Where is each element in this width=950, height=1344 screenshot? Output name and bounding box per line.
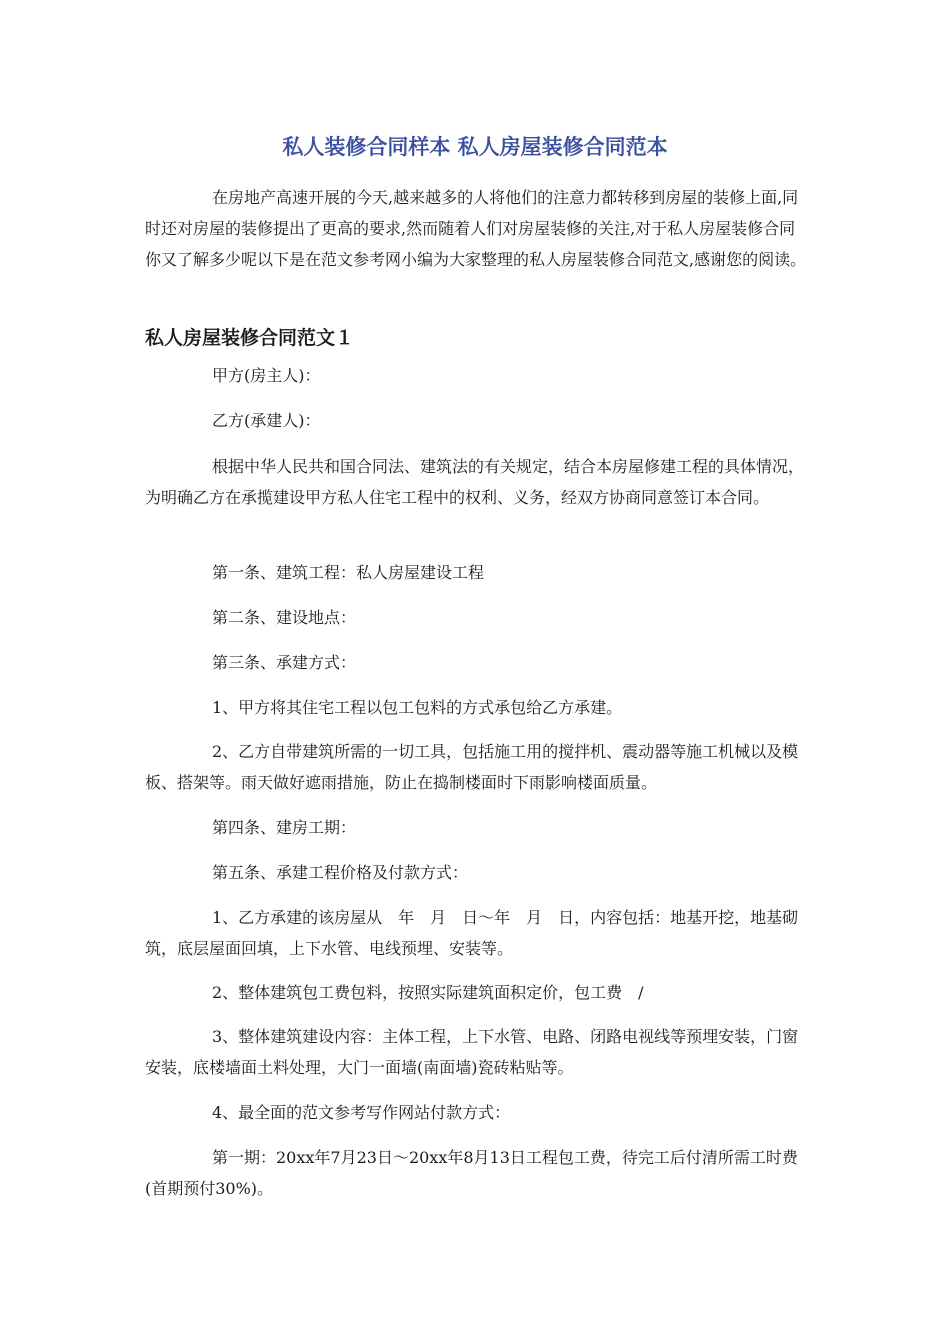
party-b-line: 乙方(承建人)： (212, 411, 321, 430)
document-title: 私人装修合同样本 私人房屋装修合同范本 (282, 134, 668, 159)
article-2: 第二条、建设地点： (212, 608, 357, 627)
article-3-item-1: 1、甲方将其住宅工程以包工包料的方式承包给乙方承建。 (212, 698, 623, 717)
article-3: 第三条、承建方式： (212, 653, 357, 672)
article-3-item-2: 2、乙方自带建筑所需的一切工具，包括施工用的搅拌机、震动器等施工机械以及模板、搭架等。雨天做好遮雨措施，防止在捣制楼面时下雨影响楼面质量。 (145, 742, 799, 792)
article-4: 第四条、建房工期： (212, 818, 357, 837)
article-5: 第五条、承建工程价格及付款方式： (212, 863, 469, 882)
article-5-item-2: 2、整体建筑包工费包料，按照实际建筑面积定价，包工费 / (212, 983, 644, 1002)
article-1: 第一条、建筑工程：私人房屋建设工程 (212, 563, 485, 582)
intro-paragraph: 在房地产高速开展的今天,越来越多的人将他们的注意力都转移到房屋的装修上面,同时还对房屋的装修提出了更高的要求,然而随着人们对房屋装修的关注,对于私人房屋装修合同你又了解多少呢以下是在范文参考网小编为大家整理的私人房屋装修合同范文,感谢您的阅读。 (145, 188, 807, 269)
article-5-item-1: 1、乙方承建的该房屋从 年 月 日～年 月 日，内容包括：地基开挖，地基砌筑，底层屋面回填，上下水管、电线预埋、安装等。 (145, 908, 799, 958)
article-5-item-4: 4、最全面的范文参考写作网站付款方式： (212, 1103, 511, 1122)
preamble-paragraph: 根据中华人民共和国合同法、建筑法的有关规定，结合本房屋修建工程的具体情况，为明确乙方在承揽建设甲方私人住宅工程中的权利、义务，经双方协商同意签订本合同。 (145, 457, 805, 507)
article-5-item-3: 3、整体建筑建设内容：主体工程，上下水管、电路、闭路电视线等预埋安装，门窗安装，底楼墙面土料处理，大门一面墙(南面墙)瓷砖粘贴等。 (145, 1027, 799, 1077)
section-heading: 私人房屋装修合同范文１ (145, 327, 355, 349)
payment-phase-1: 第一期：20xx年7月23日～20xx年8月13日工程包工费，待完工后付清所需工时费(首期预付30%)。 (145, 1148, 798, 1198)
party-a-line: 甲方(房主人)： (212, 366, 321, 385)
